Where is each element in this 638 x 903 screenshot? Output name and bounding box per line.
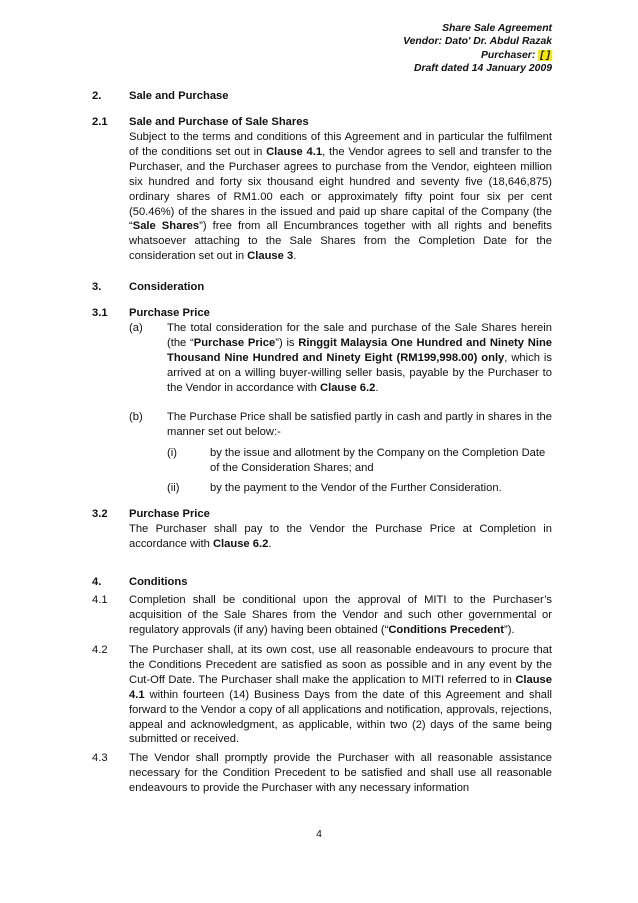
clause-title: Sale and Purchase of Sale Shares [129,116,309,128]
section-title: Sale and Purchase [129,90,229,102]
clause-number: 3.2 [92,508,108,520]
purchaser-placeholder: [ ] [540,49,550,61]
sub-text: The total consideration for the sale and purchase of the Sale Shares herein (the “Purchase Price”) is Ringgit Malaysia One Hundred and Ninety Nine Thousand Nine Hundred and Ninety Eight (RM199,998.00) only, which is arrived at on a willing buyer-willing seller basis, payable by the Purchaser to the Vendor in accordance with Clause 6.2. [167,322,552,394]
section-title: Consideration [129,281,205,293]
header-purchaser: Purchaser: [ ] [481,49,550,61]
clause-text: The Purchaser shall, at its own cost, use all reasonable endeavours to procure that the Conditions Precedent are satisfied as soon as possible and in any event by the Cut-Off Date. The Purchaser shall make the application to MITI referred to in Clause 4.1 within fourteen (14) Business Days from the date of this Agreement and shall forward to the Vendor a copy of all applications and notification, approvals, rejections, appeal and acknowledgment, as applicable, within two (2) days of the same being submitted or received. [129,644,552,746]
clause-number: 4.2 [92,644,108,656]
clause-number: 2.1 [92,116,108,128]
clause-number: 3.1 [92,307,108,319]
clause-text: The Purchaser shall pay to the Vendor the Purchase Price at Completion in accordance with Clause 6.2. [129,523,552,550]
clause-number: 4.3 [92,752,108,764]
clause-number: 4.1 [92,594,108,606]
clause-text: The Vendor shall promptly provide the Purchaser with all reasonable assistance necessary for the Condition Precedent to be satisfied and shall use all reasonable endeavours to provide the Purchaser with any necessary information [129,752,552,794]
section-title: Conditions [129,576,188,588]
sub-text: by the payment to the Vendor of the Further Consideration. [210,482,502,494]
clause-text: Subject to the terms and conditions of this Agreement and in particular the fulfilment of the conditions set out in Clause 4.1, the Vendor agrees to sell and transfer to the Purchaser, and the Purchaser agrees to purchase from the Vendor, eighteen million six hundred and forty six thousand eight hundred and seventy five (18,646,875) ordinary shares of RM1.00 each or approximately fifty point four six per cent (50.46%) of the shares in the issued and paid up share capital of the Company (the “Sale Shares”) free from all Encumbrances together with all rights and benefits whatsoever attaching to the Sale Shares from the Completion Date for the consideration set out in Clause 3. [129,131,552,263]
sub-label: (a) [129,322,143,334]
header-vendor: Vendor: Dato' Dr. Abdul Razak [403,36,552,48]
section-number: 3. [92,281,102,293]
sub-label: (b) [129,411,143,423]
sub-text: The Purchase Price shall be satisfied partly in cash and partly in shares in the manner set out below:- [167,411,552,438]
document-header [403,22,552,75]
header-draft-date: Draft dated 14 January 2009 [413,62,552,74]
section-number: 4. [92,576,102,588]
clause-title: Purchase Price [129,508,210,520]
page-number: 4 [316,829,322,840]
sub-label: (i) [167,447,177,459]
clause-text: Completion shall be conditional upon the approval of MITI to the Purchaser’s acquisition of the Sale Shares from the Vendor and such other governmental or regulatory approvals (if any) having been obtained (“Conditions Precedent”). [129,594,552,636]
sub-label: (ii) [167,482,180,494]
header-title: Share Sale Agreement [442,23,552,34]
section-number: 2. [92,90,102,102]
clause-title: Purchase Price [129,307,210,319]
sub-text: by the issue and allotment by the Company on the Completion Date of the Consideration Shares; and [210,447,546,474]
